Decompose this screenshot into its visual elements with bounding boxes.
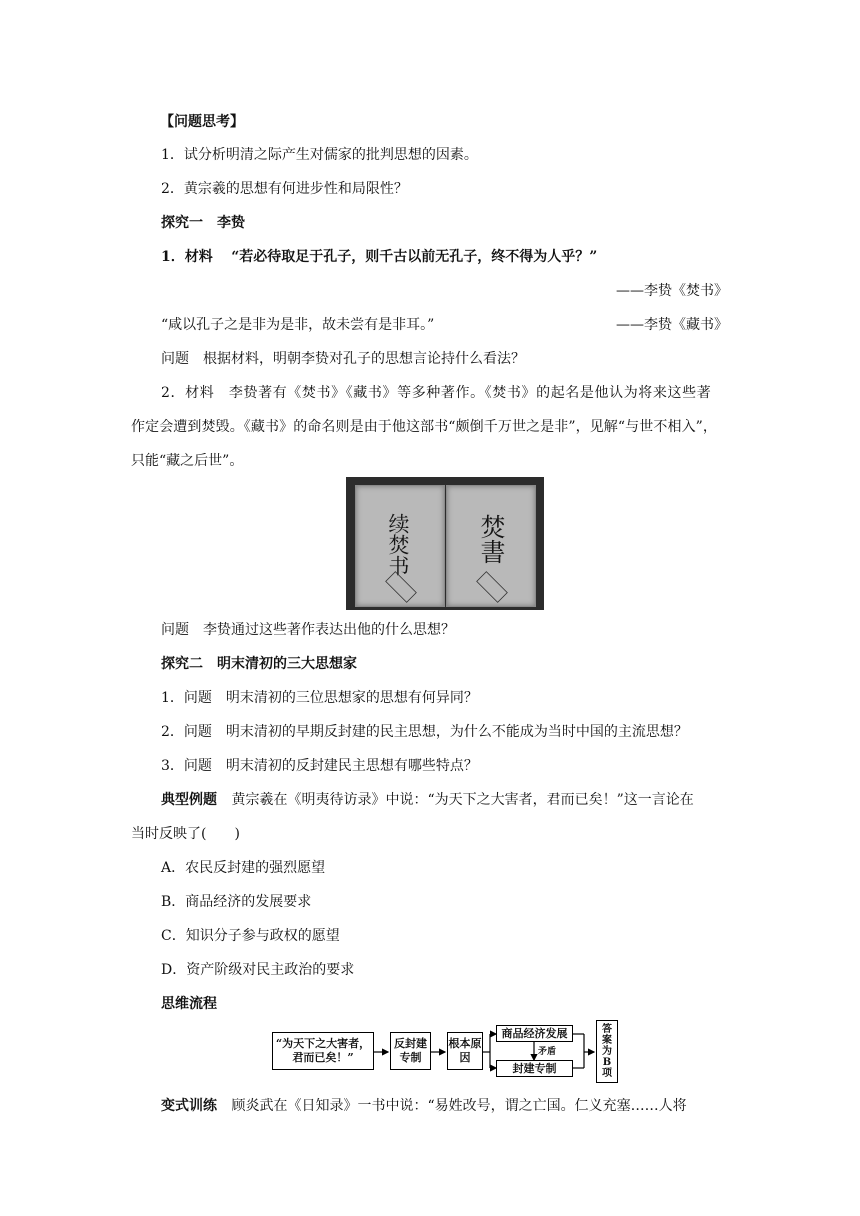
- explore-1-heading: 探究一 李贽: [161, 215, 245, 231]
- option-a: A．农民反封建的强烈愿望: [161, 860, 326, 876]
- explore-2-question-3: 3．问题 明末清初的反封建民主思想有哪些特点？: [161, 758, 478, 774]
- option-d: D．资产阶级对民主政治的要求: [161, 962, 355, 978]
- flow-box-commodity-economy: 商品经济发展: [496, 1025, 573, 1042]
- flow-box-quote: “为天下之大害者，君而已矣！”: [272, 1032, 374, 1070]
- stamp-icon: [385, 571, 417, 603]
- material-2-source: ——李贽《藏书》: [616, 317, 728, 333]
- example-question: [161, 790, 694, 810]
- explore-2-question-1: 1．问题 明末清初的三位思想家的思想有何异同？: [161, 690, 478, 706]
- material-1-source: ——李贽《焚书》: [616, 283, 728, 299]
- section-heading-problem-think: 【问题思考】: [160, 114, 244, 130]
- variant-label: 变式训练: [161, 1098, 217, 1114]
- book-covers-photo: [346, 477, 544, 610]
- material-1: [161, 247, 597, 267]
- material-2-quote: “咸以孔子之是非为是非，故未尝有是非耳。”: [161, 317, 435, 333]
- material-3-line-3: 只能“藏之后世”。: [131, 453, 244, 469]
- material-1-label: 1．材料: [161, 249, 213, 265]
- flow-box-root-cause: 根本原因: [447, 1032, 483, 1070]
- material-question: 问题 根据材料，明朝李贽对孔子的思想言论持什么看法？: [161, 351, 525, 367]
- flow-box-answer: 答案为B项: [596, 1020, 618, 1083]
- book-title-left: 续焚书: [386, 512, 410, 576]
- example-text: 黄宗羲在《明夷待访录》中说：“为天下之大害者，君而已矣！”这一言论在: [231, 792, 694, 808]
- material-1-quote: “若必待取足于孔子，则千古以前无孔子，终不得为人乎？”: [231, 249, 598, 265]
- variant-training: [161, 1096, 687, 1116]
- book-cover-left: [355, 485, 445, 607]
- question-1: 1．试分析明清之际产生对儒家的批判思想的因素。: [161, 147, 478, 163]
- option-b: B．商品经济的发展要求: [161, 894, 312, 910]
- material-3-line-1: 2．材料 李贽著有《焚书》《藏书》等多种著作。《焚书》的起名是他认为将来这些著: [161, 385, 712, 401]
- option-c: C．知识分子参与政权的愿望: [161, 928, 340, 944]
- thinking-flow-diagram: [272, 1020, 622, 1084]
- example-text-line-2: 当时反映了( ): [131, 826, 240, 842]
- material-3-line-2: 作定会遭到焚毁。《藏书》的命名则是由于他这部书“颇倒千万世之是非”，见解“与世不相入”，: [131, 419, 718, 435]
- flow-label: 思维流程: [161, 996, 217, 1012]
- example-label: 典型例题: [161, 792, 217, 808]
- flow-box-anti-feudal: 反封建专制: [390, 1032, 431, 1070]
- flow-box-feudal-autocracy: 封建专制: [496, 1060, 573, 1077]
- book-title-right: 焚書: [477, 514, 506, 564]
- explore-2-heading: 探究二 明末清初的三大思想家: [161, 656, 357, 672]
- photo-question: 问题 李贽通过这些著作表达出他的什么思想？: [161, 622, 455, 638]
- question-2: 2．黄宗羲的思想有何进步性和局限性？: [161, 181, 408, 197]
- variant-text: 顾炎武在《日知录》一书中说：“易姓改号，谓之亡国。仁义充塞……人将: [231, 1098, 687, 1114]
- explore-2-question-2: 2．问题 明末清初的早期反封建的民主思想，为什么不能成为当时中国的主流思想？: [161, 724, 688, 740]
- stamp-icon: [476, 571, 508, 603]
- flow-conflict-label: 矛盾: [538, 1047, 557, 1057]
- book-cover-right: [446, 485, 536, 607]
